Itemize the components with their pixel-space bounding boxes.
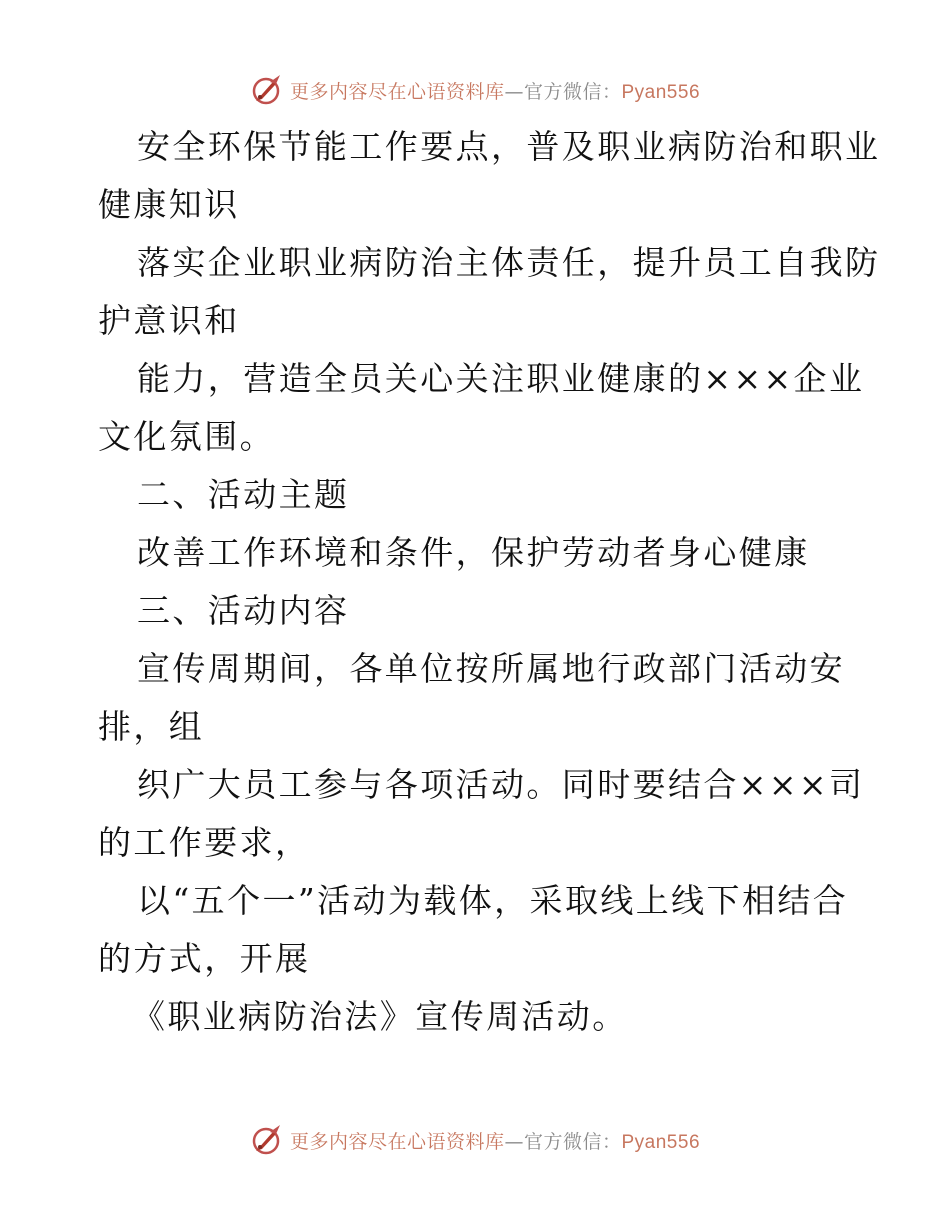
paragraph-line: 的工作要求， [98, 823, 311, 862]
paragraph-line: 文化氛围。 [98, 417, 275, 456]
watermark-wechat-id: Pyan556 [621, 81, 701, 103]
section-heading: 三、活动内容 [137, 591, 350, 630]
paragraph-line: 改善工作环境和条件，保护劳动者身心健康 [137, 533, 810, 572]
watermark-wechat-label: 官方微信： [523, 80, 622, 103]
watermark-text [290, 77, 700, 104]
paragraph-line: 落实企业职业病防治主体责任，提升员工自我防 [137, 243, 881, 282]
paragraph-line: 以“五个一”活动为载体，采取线上线下相结合 [137, 881, 849, 920]
footer-watermark [0, 1120, 950, 1160]
paragraph-line: 宣传周期间，各单位按所属地行政部门活动安 [137, 649, 845, 688]
paragraph-line: 《职业病防治法》宣传周活动。 [132, 997, 628, 1036]
watermark-wechat-label: 官方微信： [523, 1130, 622, 1153]
paragraph-line: 的方式，开展 [98, 939, 311, 978]
quill-pen-logo-icon [250, 1123, 284, 1157]
paragraph-line: 健康知识 [98, 185, 240, 224]
quill-pen-logo-icon [250, 73, 284, 107]
watermark-main-text: 更多内容尽在心语资料库 [289, 1130, 505, 1153]
section-heading: 二、活动主题 [137, 475, 350, 514]
watermark-text [290, 1127, 700, 1154]
paragraph-line: 能力，营造全员关心关注职业健康的×××企业 [137, 359, 865, 398]
paragraph-line: 排，组 [98, 707, 205, 746]
paragraph-line: 护意识和 [98, 301, 240, 340]
paragraph-line: 安全环保节能工作要点，普及职业病防治和职业 [137, 127, 881, 166]
watermark-wechat-id: Pyan556 [621, 1131, 701, 1153]
watermark-main-text: 更多内容尽在心语资料库 [289, 80, 505, 103]
paragraph-line: 织广大员工参与各项活动。同时要结合×××司 [137, 765, 865, 804]
header-watermark [0, 70, 950, 110]
document-body [98, 118, 881, 1046]
watermark-separator: — [504, 1130, 524, 1153]
watermark-separator: — [504, 80, 524, 103]
